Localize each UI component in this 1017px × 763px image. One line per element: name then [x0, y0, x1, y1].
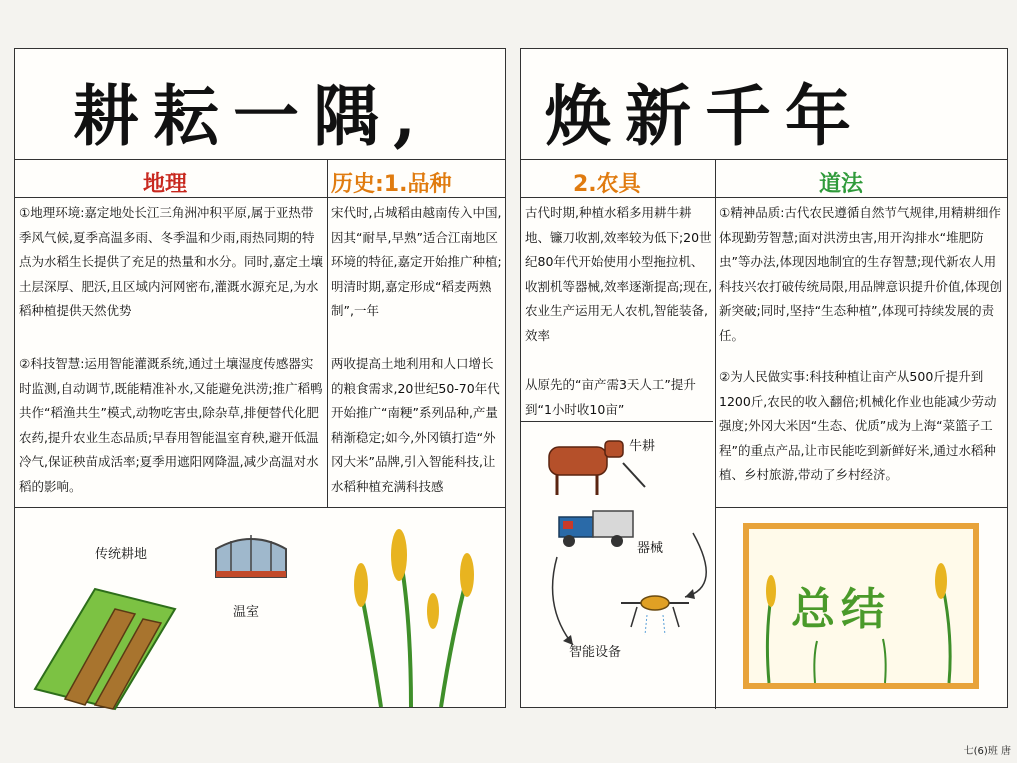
- history-text: 宋代时,占城稻由越南传入中国,因其“耐旱,早熟”适合江南地区环境的特征,嘉定开始推广种植;明清时期,嘉定形成“稻麦两熟制”,一年: [331, 205, 502, 318]
- tools-text: 古代时期,种植水稻多用耕牛耕地、镰刀收割,效率较为低下;20世纪80年代开始使用小型拖拉机、收割机等器械,效率逐渐提高;现在,农业生产运用无人农机,智能装备,效率: [525, 205, 713, 343]
- ethics-label: 道法: [819, 172, 864, 197]
- illustration-divider: [15, 507, 505, 508]
- ethics-text: ①精神品质:古代农民遵循自然节气规律,用精耕细作体现勤劳智慧;面对洪涝虫害,用开沟排水“堆肥防虫”等办法,体现因地制宜的生存智慧;现代新农人用科技兴农打破传统局限,用品牌意识提升价值,体现创新突破;同时,坚持“生态种植”,体现可持续发展的责任。: [719, 205, 1002, 343]
- ethics-divider: [715, 507, 1007, 508]
- greenhouse-caption: 温室: [233, 605, 260, 620]
- arrows-icon: [543, 547, 723, 657]
- left-title: 耕耘一隅,: [73, 77, 430, 155]
- summary-rice-icon: [755, 547, 967, 683]
- tools-compare-text: 从原先的“亩产需3天人工”提升到“1小时收10亩”: [525, 377, 696, 417]
- traditional-field-caption: 传统耕地: [95, 547, 148, 562]
- rice-plant-icon: [341, 521, 491, 707]
- column-divider: [327, 159, 328, 507]
- right-title: 焕新千年: [545, 77, 865, 155]
- geography-label: 地理: [143, 172, 188, 197]
- tools-divider: [521, 421, 713, 422]
- smart-device-caption: 智能设备: [569, 645, 622, 660]
- tools-label: 2.农具: [573, 172, 641, 197]
- people-text: ②为人民做实事:科技种植让亩产从500斤提升到1200斤,农民的收入翻倍;机械化作业也能减少劳动强度;外冈大米因“生态、优质”成为上海“菜篮子工程”的重点产品,让市民能吃到新鲜好米,通过水稻种植、乡村旅游,带动了乡村经济。: [719, 369, 997, 482]
- machine-caption: 器械: [637, 541, 664, 556]
- summary-title: 总结: [791, 584, 891, 635]
- tech-text: ②科技智慧:运用智能灌溉系统,通过土壤湿度传感器实时监测,自动调节,既能精准补水,又能避免洪涝;推广稻鸭共作“稻渔共生”模式,动物吃害虫,除杂草,排便替代化肥农药,提升农业生态品质;早春用智能温室育秧,避开低温冷气,保证秧苗成活率;夏季用遮阳网降温,减少高温对水稻的影响。: [19, 356, 323, 494]
- ox-caption: 牛耕: [629, 439, 656, 454]
- tractor-icon: [557, 509, 637, 549]
- field-icon: [25, 569, 175, 709]
- left-page: [14, 48, 506, 708]
- history-label: 历史:1.品种: [331, 172, 452, 197]
- ox-icon: [539, 433, 649, 503]
- title-divider: [15, 159, 505, 160]
- signature: 七(6)班 唐: [963, 746, 1011, 757]
- right-page: [520, 48, 1008, 708]
- geography-text: ①地理环境:嘉定地处长江三角洲冲积平原,属于亚热带季风气候,夏季高温多雨、冬季温和少雨,雨热同期的特点为水稻生长提供了充足的热量和水分。同时,嘉定土壤土层深厚、肥沃,且区域内河网密布,灌溉水源充足,为水稻种植提供天然优势: [19, 205, 323, 318]
- history-text-continued: 两收提高土地利用和人口增长的粮食需求,20世纪50-70年代开始推广“南粳”系列品种,产量稍渐稳定;如今,外冈镇打造“外冈大米”品牌,引入智能科技,让水稻种植充满科技感: [331, 356, 500, 494]
- greenhouse-icon: [211, 527, 291, 587]
- title-divider-right: [521, 159, 1007, 160]
